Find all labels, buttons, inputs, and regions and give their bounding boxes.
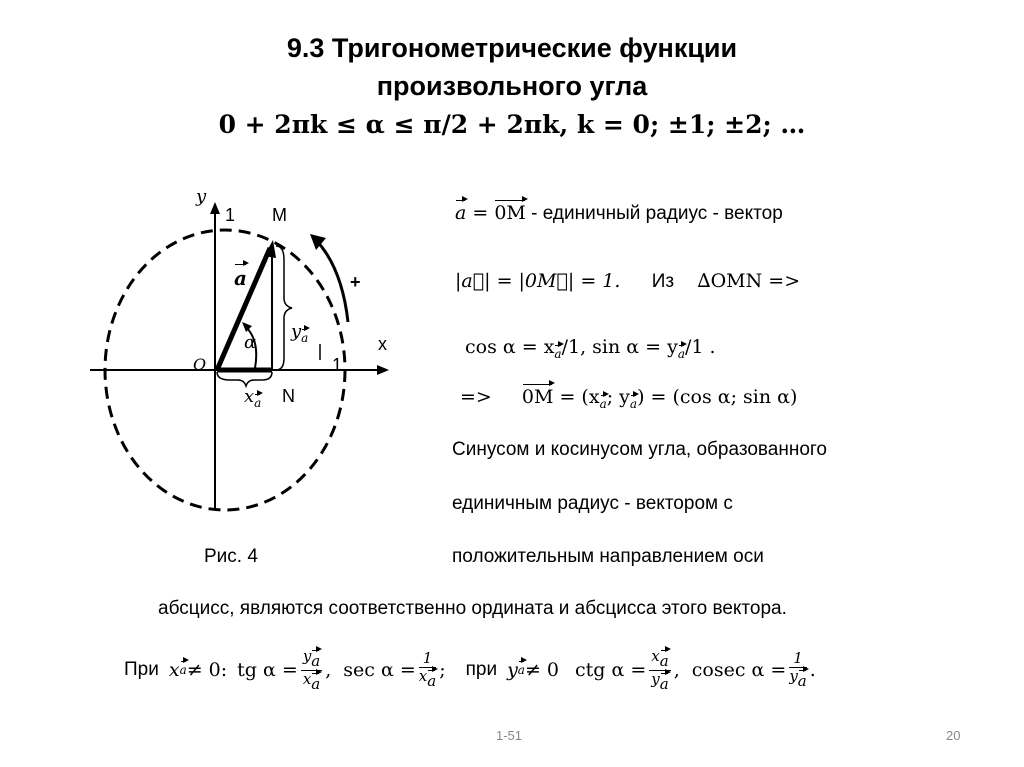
page-title-line1: 9.3 Тригонометрические функции bbox=[286, 33, 738, 63]
formulas-line bbox=[124, 642, 816, 698]
coords-semi: ; y bbox=[606, 386, 630, 408]
implies-arrow: => bbox=[460, 386, 492, 408]
triangle-omn: ∆OMN => bbox=[697, 270, 801, 292]
vector-om-symbol: 0M bbox=[494, 202, 526, 224]
tg-num-sub: a bbox=[311, 651, 321, 670]
label-vector-a bbox=[234, 266, 247, 290]
vector-a-symbol: a bbox=[455, 202, 467, 224]
page-title-line2: произвольного угла bbox=[376, 71, 648, 101]
equals-sign: = bbox=[466, 202, 495, 224]
ctg-den bbox=[649, 671, 670, 693]
paragraph-line4: абсцисс, являются соответственно ордината и абсцисса этого вектора. bbox=[158, 598, 787, 619]
paragraph-line3: положительным направлением оси bbox=[452, 546, 764, 567]
magnitude-line bbox=[455, 270, 800, 293]
cosec-den-var: y bbox=[789, 667, 798, 685]
cos-sin-line bbox=[465, 336, 716, 361]
sec-label: sec α = bbox=[343, 659, 416, 681]
tg-num-var: y bbox=[302, 646, 312, 665]
pri-text-1: При bbox=[124, 659, 159, 680]
ctg-num bbox=[649, 648, 670, 671]
ctg-fraction bbox=[649, 648, 670, 693]
coords-y-sub: a bbox=[629, 397, 638, 411]
brace-x bbox=[217, 372, 272, 386]
cos-sub: a bbox=[554, 347, 562, 361]
cosec-fraction bbox=[789, 650, 806, 690]
vector-definition-line bbox=[455, 202, 783, 225]
label-x-a-sub: a bbox=[254, 396, 262, 410]
ctg-num-var: x bbox=[651, 646, 660, 665]
ctg-den-sub: a bbox=[659, 674, 669, 693]
tg-den-var: x bbox=[302, 669, 312, 688]
final-dot: . bbox=[809, 659, 816, 681]
pri-text-2: при bbox=[465, 659, 498, 680]
vector-om-coords: 0M bbox=[521, 386, 554, 408]
label-m: M bbox=[272, 205, 287, 225]
figure-caption: Рис. 4 bbox=[204, 546, 258, 567]
label-y: y bbox=[196, 186, 207, 207]
brace-y bbox=[276, 246, 292, 370]
sec-den-var: x bbox=[418, 667, 428, 685]
comma-2: , bbox=[673, 659, 680, 681]
label-x-a-main: x bbox=[244, 386, 255, 407]
tg-fraction bbox=[301, 648, 322, 693]
label-x-a bbox=[244, 386, 261, 410]
ctg-den-var: y bbox=[651, 669, 660, 688]
x-var-sub: a bbox=[179, 663, 187, 677]
cosec-num: 1 bbox=[789, 650, 806, 668]
label-y-a bbox=[291, 321, 308, 345]
magnitude-expr: |a⃗| = |0M⃗| = 1. bbox=[455, 270, 621, 292]
page-number: 20 bbox=[946, 728, 961, 743]
tg-label: tg α = bbox=[237, 659, 298, 681]
cosec-den-sub: a bbox=[797, 672, 807, 690]
label-x: x bbox=[378, 334, 387, 354]
x-var: x bbox=[168, 659, 180, 681]
radius-vector-arrow-icon bbox=[264, 240, 276, 258]
sin-expr: /1, sin α = y bbox=[561, 336, 678, 358]
sin-sub: a bbox=[677, 347, 685, 361]
vector-definition-text: - единичный радиус - вектор bbox=[525, 203, 783, 224]
paragraph-line2: единичным радиус - вектором с bbox=[452, 493, 733, 514]
sec-den bbox=[419, 668, 436, 690]
label-plus: + bbox=[350, 272, 361, 292]
page-code: 1-51 bbox=[496, 728, 523, 743]
cos-expr: cos α = x bbox=[465, 336, 555, 358]
y-ne-zero: ≠ 0 bbox=[524, 659, 560, 681]
coords-end: ) = (cos α; sin α) bbox=[637, 386, 798, 408]
comma-1: , bbox=[325, 659, 332, 681]
label-o: O bbox=[193, 355, 207, 374]
page-title-condition: 𝟎 + 𝟐𝛑𝐤 ≤ 𝛂 ≤ 𝛑/𝟐 + 𝟐𝛑𝐤, 𝐤 = 𝟎; ±𝟏; ±𝟐; … bbox=[218, 110, 806, 139]
vector-coordinates-line bbox=[460, 386, 797, 411]
coords-open: = (x bbox=[553, 386, 600, 408]
x-axis-arrow-icon bbox=[377, 365, 389, 375]
label-vector-a-text: a bbox=[234, 266, 247, 290]
x-ne-zero: ≠ 0: bbox=[186, 659, 228, 681]
cosec-label: cosec α = bbox=[691, 659, 787, 681]
label-n: N bbox=[282, 386, 295, 406]
direction-arc bbox=[316, 240, 348, 322]
semicolon: ; bbox=[439, 659, 446, 681]
sec-fraction bbox=[419, 650, 436, 690]
coords-x-sub: a bbox=[599, 397, 607, 411]
sec-den-sub: a bbox=[427, 672, 437, 690]
label-y-a-sub: a bbox=[301, 331, 309, 345]
y-var: y bbox=[507, 659, 518, 681]
paragraph-line1: Синусом и косинусом угла, образованного bbox=[452, 439, 827, 460]
ctg-num-sub: a bbox=[659, 651, 669, 670]
sin-end: /1 . bbox=[684, 336, 716, 358]
label-one-y: 1 bbox=[225, 205, 236, 225]
cosec-den bbox=[789, 668, 806, 690]
ctg-label: ctg α = bbox=[575, 659, 647, 681]
angle-arrow-icon bbox=[242, 322, 252, 332]
y-axis-arrow-icon bbox=[210, 202, 220, 214]
label-one-x: 1 bbox=[332, 355, 343, 375]
y-var-sub: a bbox=[517, 663, 525, 677]
label-alpha: α bbox=[244, 332, 257, 353]
tg-den-sub: a bbox=[311, 674, 321, 693]
tg-den bbox=[301, 671, 322, 693]
tg-num bbox=[301, 648, 322, 671]
label-y-a-main: y bbox=[291, 321, 302, 342]
sec-num: 1 bbox=[419, 650, 436, 668]
magnitude-from-text: Из bbox=[651, 271, 675, 292]
